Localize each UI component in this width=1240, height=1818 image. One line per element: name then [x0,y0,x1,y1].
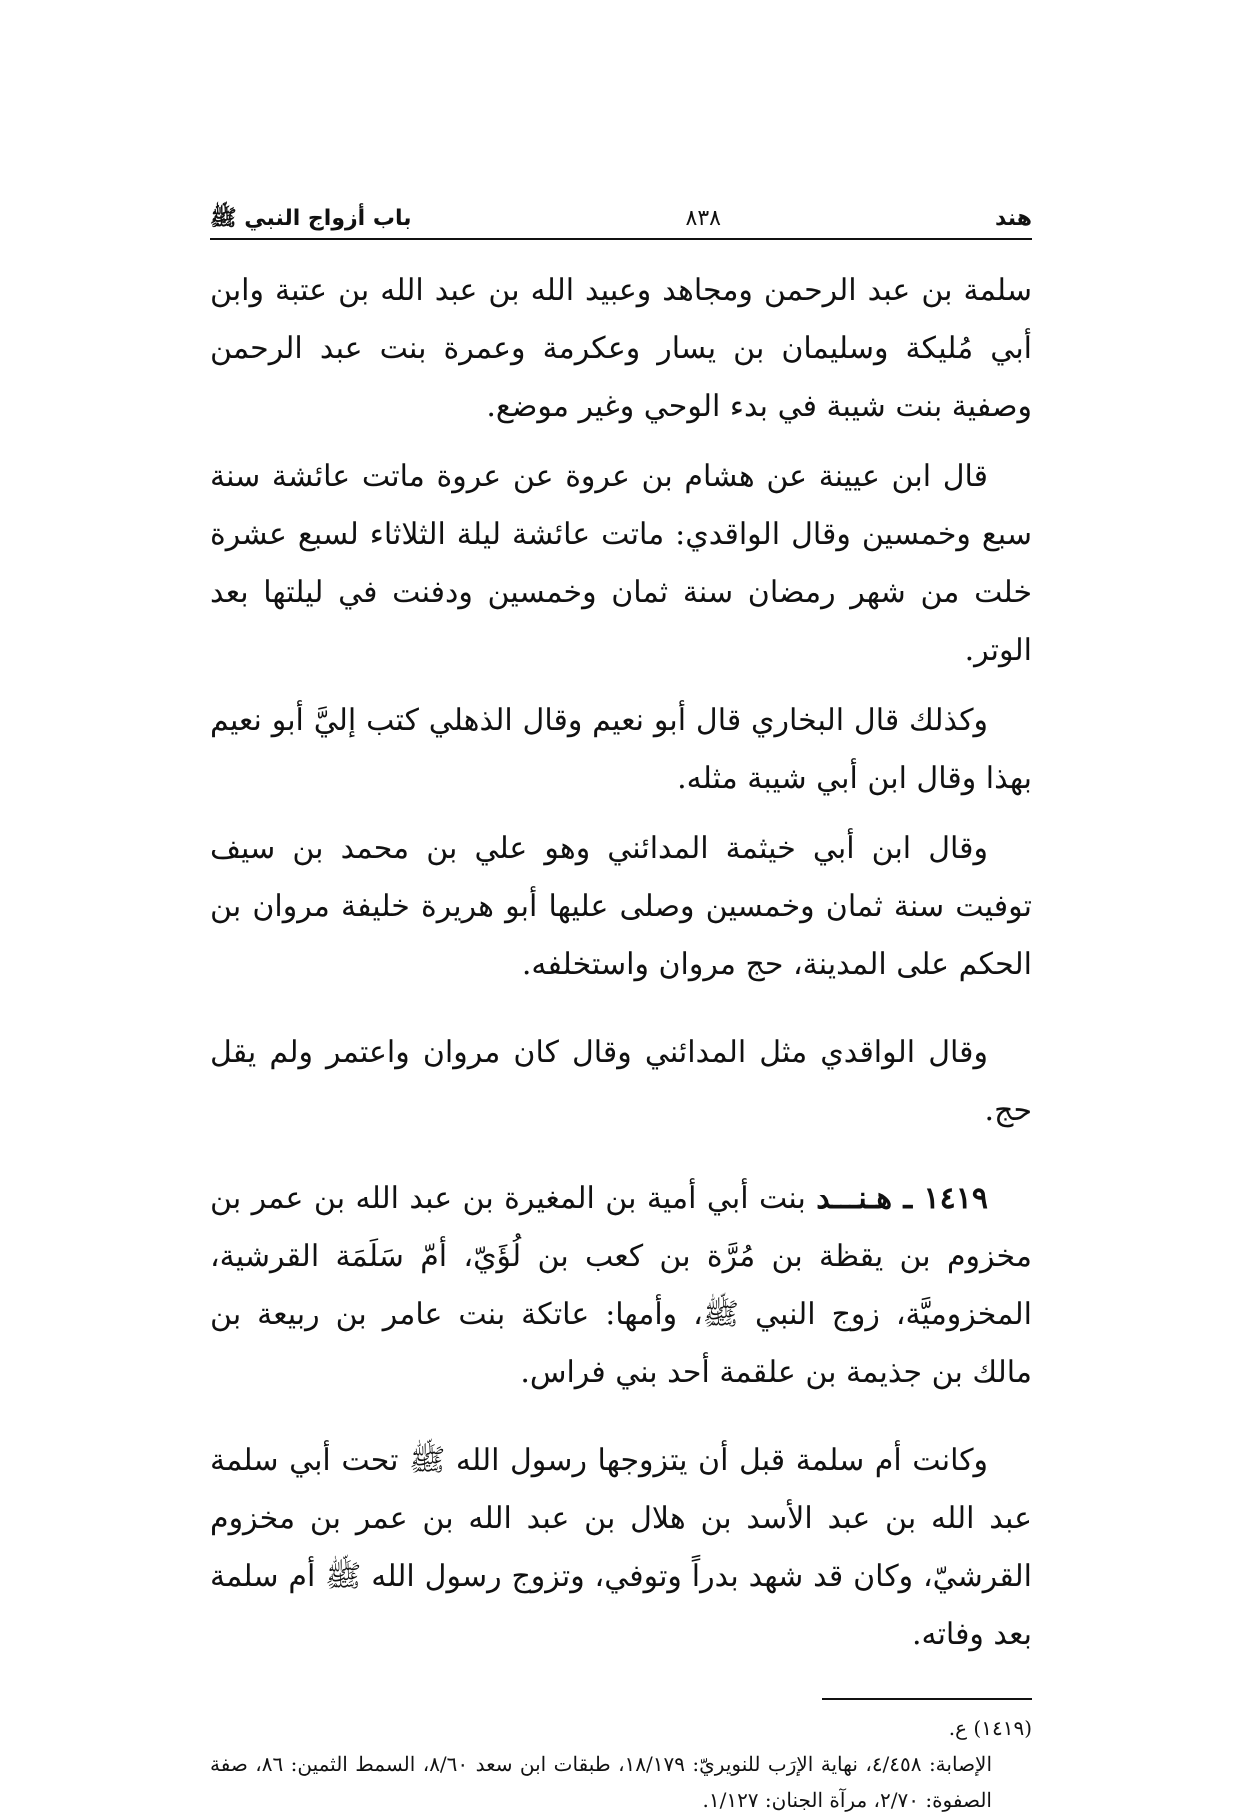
main-text [210,262,1032,1664]
footnote-sources: الإصابة: ٤/٤٥٨، نهاية الإرَب للنويريّ: ١٨/١٧٩، طبقات ابن سعد ٨/٦٠، السمط الثمين: ٨٦، صفة الصفوة: ٢/٧٠، مرآة الجنان: ١/١٢٧. [210,1752,993,1812]
page-number: ٨٣٨ [685,206,721,231]
footnotes [210,1710,1032,1818]
paragraph-1: سلمة بن عبد الرحمن ومجاهد وعبيد الله بن عبد الله بن عتبة وابن أبي مُليكة وسليمان بن يسار وعكرمة وعمرة بنت عبد الرحمن وصفية بنت شيبة في بدء الوحي وغير موضع. [210,273,1032,424]
paragraph-5: وقال الواقدي مثل المدائني وقال كان مروان واعتمر ولم يقل حج. [210,1035,1032,1128]
header-entry-name: هند [995,206,1032,231]
closing-paragraph: وكانت أم سلمة قبل أن يتزوجها رسول الله ﷺ تحت أبي سلمة عبد الله بن عبد الأسد بن هلال بن عبد الله بن عمر بن مخزوم القرشيّ، وكان قد شهد بدراً وتوفي، وتزوج رسول الله ﷺ أم سلمة بعد وفاته. [210,1443,1032,1652]
paragraph-3: وكذلك قال البخاري قال أبو نعيم وقال الذهلي كتب إليَّ أبو نعيم بهذا وقال ابن أبي شيبة مثله. [210,703,1032,796]
entry-paragraph [210,1170,1032,1402]
entry-number-title: ١٤١٩ ـ هـنـــد [816,1181,988,1216]
running-header [210,200,1032,240]
paragraph-4: وقال ابن أبي خيثمة المدائني وهو علي بن محمد بن سيف توفيت سنة ثمان وخمسين وصلى عليها أبو هريرة خليفة مروان بن الحكم على المدينة، حج مروان واستخلفه. [210,831,1032,982]
header-chapter-title: باب أزواج النبي ﷺ [210,206,412,231]
footnote-divider [822,1698,1032,1700]
entry-text: بنت أبي أمية بن المغيرة بن عبد الله بن عمر بن مخزوم بن يقظة بن مُرَّة بن كعب بن لُؤَيّ، أمّ سَلَمَة القرشية، المخزوميَّة، زوج النبي ﷺ، وأمها: عاتكة بنت عامر بن ربيعة بن مالك بن جذيمة بن علقمة أحد بني فراس. [210,1181,1032,1390]
book-page [210,200,1032,1818]
footnote-marker: (١٤١٩) ع. [948,1716,1032,1740]
paragraph-2: قال ابن عيينة عن هشام بن عروة عن عروة ماتت عائشة سنة سبع وخمسين وقال الواقدي: ماتت عائشة ليلة الثلاثاء لسبع عشرة خلت من شهر رمضان سنة ثمان وخمسين ودفنت في ليلتها بعد الوتر. [210,459,1033,668]
